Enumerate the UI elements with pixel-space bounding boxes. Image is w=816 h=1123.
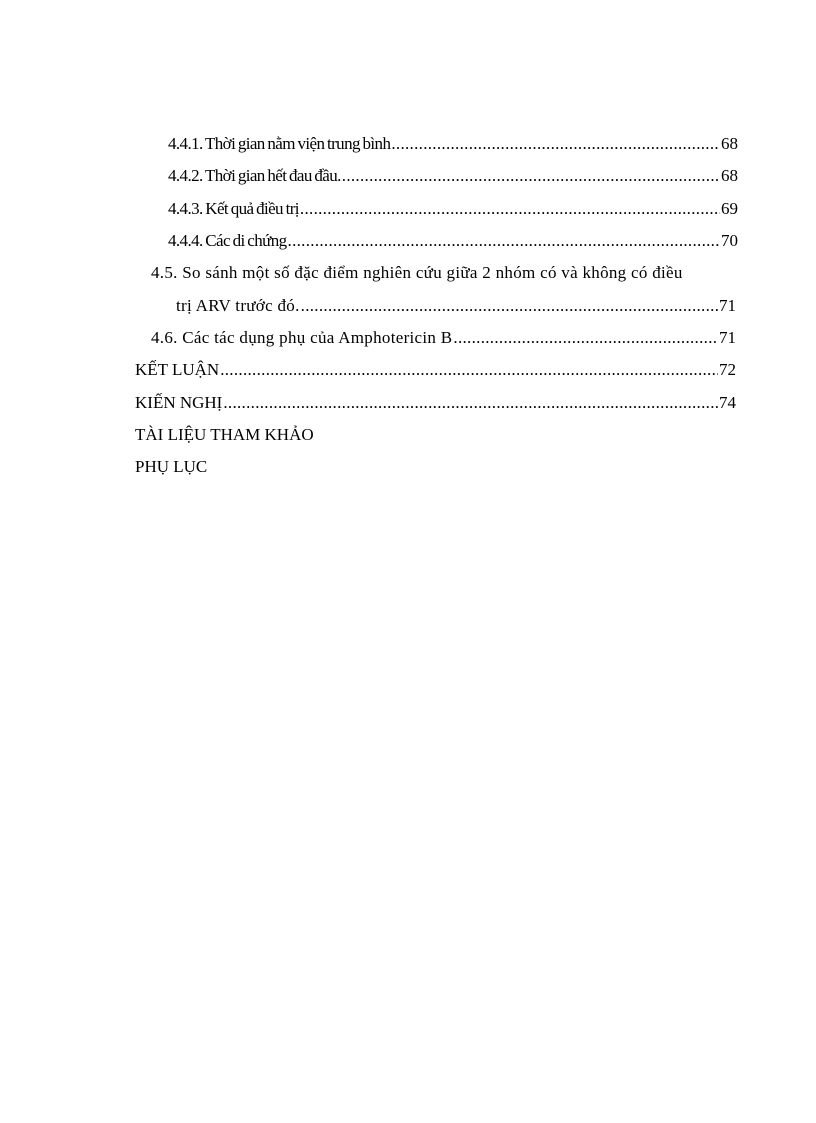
toc-entry-4-6 — [151, 328, 736, 348]
toc-entry-page: 68 — [721, 134, 738, 153]
toc-entry-title: KẾT LUẬN — [135, 360, 220, 379]
toc-entry-phu-luc: PHỤ LỤC — [135, 457, 208, 476]
toc-entry-4-4-2 — [168, 166, 738, 186]
dot-leader — [453, 328, 718, 348]
dot-leader — [342, 166, 720, 186]
toc-entry-page: 71 — [719, 328, 736, 347]
toc-entry-page: 70 — [721, 231, 738, 250]
toc-entry-4-4-4 — [168, 231, 738, 251]
toc-entry-page: 69 — [721, 199, 738, 218]
toc-entry-title: 4.4.1. Thời gian nằm viện trung bình — [168, 134, 391, 153]
toc-entry-title: KIẾN NGHỊ — [135, 393, 223, 412]
toc-entry-title: 4.4.4. Các di chứng — [168, 231, 287, 250]
dot-leader — [288, 231, 720, 251]
toc-entry-page: 68 — [721, 166, 738, 185]
toc-entry-title: 4.4.3. Kết quả điều trị — [168, 199, 299, 218]
toc-entry-page: 71 — [719, 296, 736, 315]
toc-entry-4-5 — [176, 296, 736, 316]
toc-entry-title: 4.4.2. Thời gian hết đau đầu. — [168, 166, 341, 185]
toc-entry-page: 72 — [719, 360, 736, 379]
toc-entry-title: 4.6. Các tác dụng phụ của Amphotericin B — [151, 328, 453, 347]
toc-entry-kien-nghi — [135, 393, 736, 413]
dot-leader — [223, 393, 718, 413]
toc-entry-tai-lieu-tham-khao: TÀI LIỆU THAM KHẢO — [135, 425, 314, 444]
dot-leader — [300, 199, 720, 219]
toc-entry-page: 74 — [719, 393, 736, 412]
toc-entry-4-4-1 — [168, 134, 738, 154]
toc-entry-title: trị ARV trước đó. — [176, 296, 300, 315]
toc-entry-ket-luan — [135, 360, 736, 380]
dot-leader — [220, 360, 718, 380]
toc-entry-4-4-3 — [168, 199, 738, 219]
dot-leader — [301, 296, 718, 316]
toc-entry-4-5-line1: 4.5. So sánh một số đặc điểm nghiên cứu giữa 2 nhóm có và không có điều — [151, 263, 683, 282]
dot-leader — [391, 134, 720, 154]
